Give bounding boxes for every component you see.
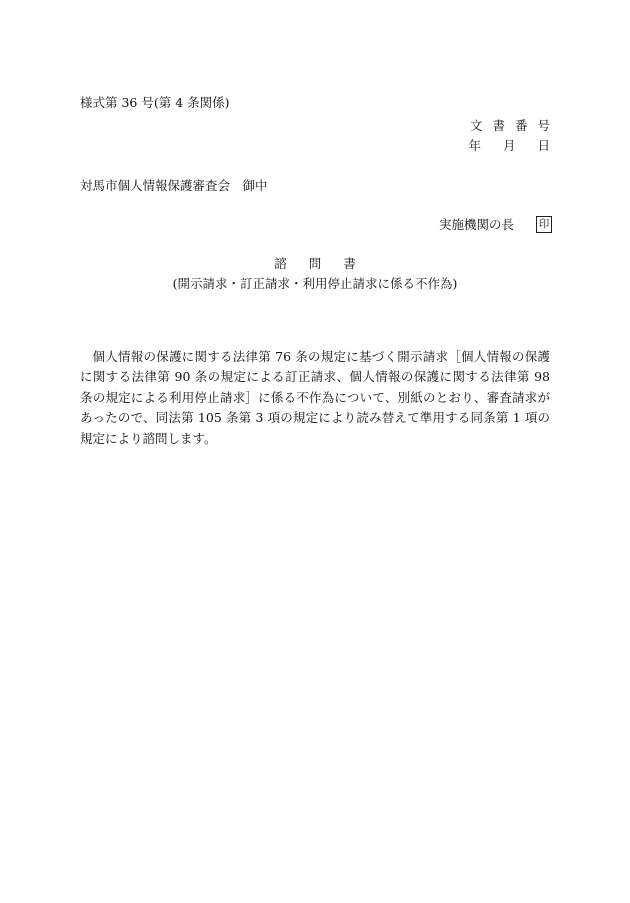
document-number-label: 文書番号 bbox=[469, 118, 560, 133]
date-day: 日 bbox=[537, 138, 550, 153]
body-paragraph: 個人情報の保護に関する法律第 76 条の規定に基づく開示請求［個人情報の保護に関する法律第 90 条の規定による訂正請求、個人情報の保護に関する法律第 98 条の規定による利用停止請求］に係る不作為について、別紙のとおり、審査請求があったので、同法第 105 条第 3 項の規定により読み替えて準用する同条第 1 項の規定により諮問します。 bbox=[80, 348, 550, 446]
sender-label: 実施機関の長 bbox=[438, 216, 514, 232]
date-year: 年 bbox=[468, 138, 481, 153]
form-number: 様式第 36 号(第 4 条関係) bbox=[80, 95, 230, 110]
date-month: 月 bbox=[502, 138, 516, 153]
document-title: 諮問書 bbox=[274, 256, 378, 271]
sender-block bbox=[439, 216, 552, 233]
document-subtitle: (開示請求・訂正請求・利用停止請求に係る不作為) bbox=[172, 276, 458, 291]
seal-mark: 印 bbox=[536, 216, 552, 233]
date-line bbox=[450, 138, 550, 154]
addressee: 対馬市個人情報保護審査会 御中 bbox=[80, 178, 268, 193]
